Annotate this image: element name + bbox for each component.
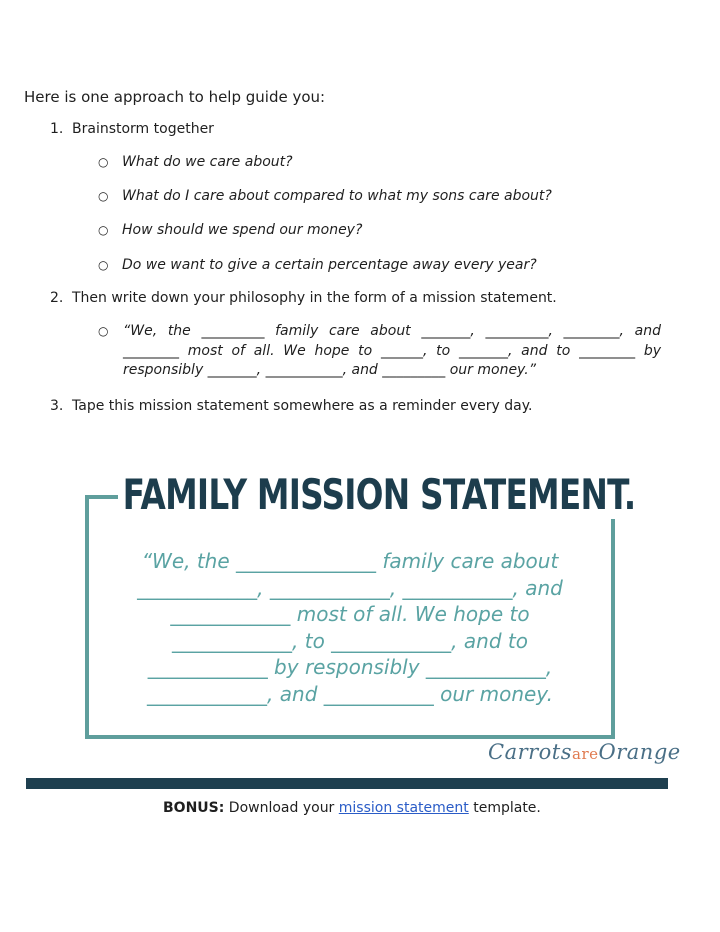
brainstorm-question: How should we spend our money? bbox=[122, 222, 363, 238]
brand-logo bbox=[488, 740, 681, 764]
step-2 bbox=[50, 290, 557, 306]
brainstorm-item bbox=[98, 257, 537, 273]
circle-bullet-icon: ○ bbox=[98, 258, 109, 272]
step-number: 1. bbox=[50, 121, 64, 137]
bonus-label: BONUS: bbox=[163, 800, 225, 816]
step-text: Then write down your philosophy in the form of a mission statement. bbox=[72, 290, 557, 306]
brainstorm-question: What do I care about compared to what my sons care about? bbox=[122, 188, 552, 204]
mission-template-text: “We, the _________ family care about _______, _________, ________, and ________ most of all. We hope to ______, to _______, and to ________ by responsibly _______, ___________, and _________ our money.” bbox=[123, 323, 661, 378]
brand-logo-part: are bbox=[572, 745, 599, 763]
mission-card-body: “We, the ______________ family care about ____________, ____________, ___________, and ____________ most of all. We hope to ____________, to ____________, and to ____________ by responsibly ____________, ____________, and ___________ our money. bbox=[137, 549, 563, 706]
mission-statement-link[interactable]: mission statement bbox=[338, 800, 469, 816]
step-3 bbox=[50, 398, 532, 414]
circle-bullet-icon: ○ bbox=[98, 189, 109, 203]
intro-text: Here is one approach to help guide you: bbox=[24, 88, 326, 106]
divider-bar bbox=[26, 778, 668, 789]
circle-bullet-icon: ○ bbox=[98, 324, 109, 338]
bonus-post-text: template. bbox=[473, 800, 541, 816]
mission-card-title: FAMILY MISSION STATEMENT. bbox=[118, 470, 640, 519]
bonus-line bbox=[163, 800, 541, 816]
brainstorm-item bbox=[98, 188, 552, 204]
bonus-pre-text: Download your bbox=[228, 800, 335, 816]
brainstorm-question: Do we want to give a certain percentage away every year? bbox=[122, 257, 537, 273]
circle-bullet-icon: ○ bbox=[98, 223, 109, 237]
circle-bullet-icon: ○ bbox=[98, 155, 109, 169]
brainstorm-item bbox=[98, 222, 362, 238]
brand-logo-part: Orange bbox=[598, 740, 681, 764]
step-text: Brainstorm together bbox=[72, 121, 214, 137]
step-number: 2. bbox=[50, 290, 64, 306]
step-text: Tape this mission statement somewhere as a reminder every day. bbox=[72, 398, 533, 414]
brand-logo-part: Carrots bbox=[488, 740, 573, 764]
brainstorm-question: What do we care about? bbox=[122, 154, 293, 170]
brainstorm-item bbox=[98, 154, 293, 170]
step-1 bbox=[50, 121, 214, 137]
step-number: 3. bbox=[50, 398, 64, 414]
